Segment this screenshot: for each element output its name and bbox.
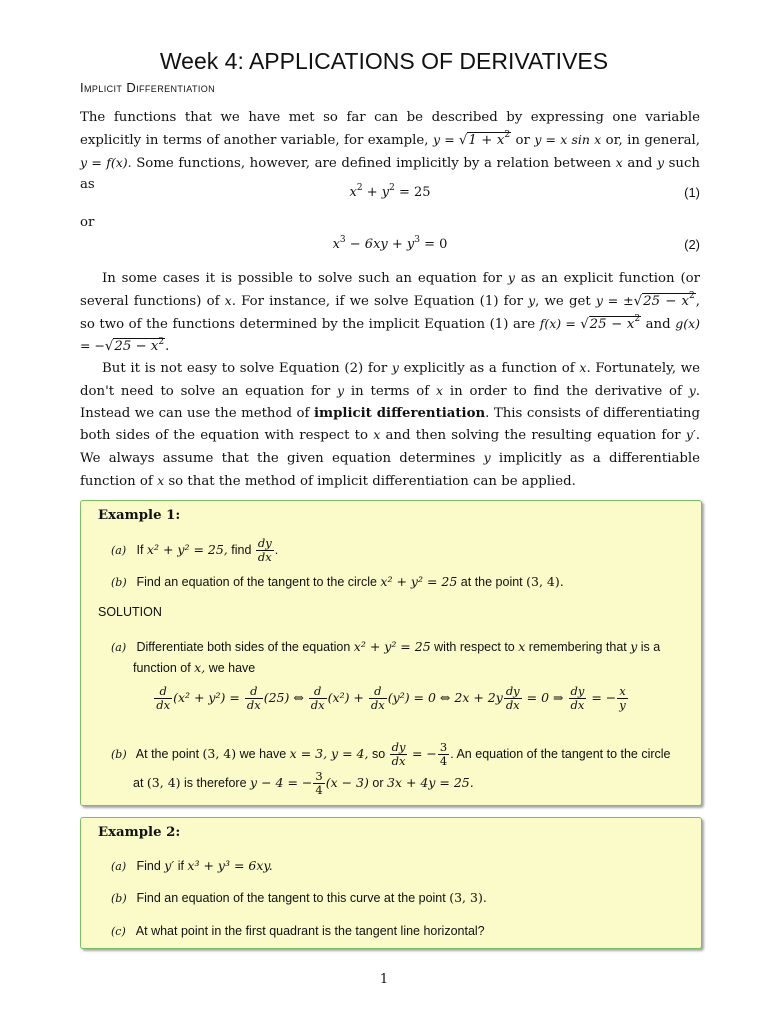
radicand: 1 + x bbox=[468, 132, 505, 148]
math: y bbox=[391, 360, 399, 375]
sqrt-expression: $√1 + x^2$ bbox=[458, 130, 511, 148]
solution-heading: SOLUTION bbox=[98, 605, 162, 619]
sqrt-expression: $√25 - x^2$ bbox=[580, 314, 641, 332]
math: x bbox=[349, 185, 357, 200]
example-1-part-b bbox=[111, 572, 691, 593]
denominator: dx bbox=[257, 550, 272, 564]
text: in terms of bbox=[350, 383, 430, 399]
example-1-part-a bbox=[111, 537, 691, 564]
text: if bbox=[177, 859, 184, 873]
text: or bbox=[515, 132, 530, 148]
text: so bbox=[371, 746, 386, 761]
denominator: dx bbox=[370, 698, 385, 712]
math: x bbox=[373, 427, 381, 443]
text: function of bbox=[133, 661, 191, 675]
text: implicitly as a differentiable function of bbox=[80, 451, 701, 489]
fraction bbox=[313, 770, 324, 797]
example-2-title: Example 2: bbox=[98, 825, 181, 840]
page-title: Week 4: APPLICATIONS OF DERIVATIVES bbox=[159, 48, 609, 74]
denominator: dx bbox=[246, 698, 261, 712]
math: y bbox=[507, 270, 515, 285]
math: = 0 ⇒ bbox=[526, 690, 564, 705]
text: At the point bbox=[135, 746, 200, 761]
text: . We always assume that the given equation determines bbox=[80, 428, 700, 467]
solution-part-a bbox=[111, 637, 691, 678]
math: x² + y² = 25, bbox=[146, 541, 228, 557]
example-2-part-b bbox=[111, 888, 691, 909]
equation-1 bbox=[80, 182, 700, 207]
math: y = ± bbox=[595, 292, 634, 308]
equation-number: (2) bbox=[684, 237, 700, 252]
text: But it is not easy to solve Equation (2) for bbox=[102, 361, 388, 376]
math: f(x) = bbox=[539, 315, 581, 331]
derivation-display bbox=[81, 685, 701, 712]
numerator: d bbox=[154, 685, 172, 699]
example-1-box bbox=[80, 500, 702, 806]
math: x² + y² = 25 bbox=[380, 574, 458, 589]
math: x bbox=[579, 360, 587, 375]
text: . An equation of the tangent to the circle bbox=[450, 746, 671, 761]
text: explicitly as a function of bbox=[403, 361, 575, 376]
text: is a bbox=[640, 640, 661, 654]
math: 3x + 4y = 25. bbox=[386, 774, 474, 790]
math: x, bbox=[194, 660, 206, 675]
page-number: 1 bbox=[379, 972, 389, 987]
equation-2-body: $x^3 - 6xy + y^3 = 0$ bbox=[332, 234, 448, 252]
math: x bbox=[518, 639, 526, 654]
text: as an explicit function (or several functions) of bbox=[80, 271, 700, 309]
text: . Instead we can use the method of bbox=[80, 383, 701, 421]
text: Find bbox=[136, 859, 161, 873]
math: (3, 3). bbox=[449, 890, 487, 905]
numerator: x bbox=[619, 684, 626, 698]
math: (3, 4) bbox=[202, 745, 237, 761]
math: = − bbox=[591, 690, 617, 705]
radicand: 25 − x bbox=[114, 339, 159, 355]
math: (3, 4) bbox=[146, 774, 181, 790]
text: Find an equation of the tangent to the circle bbox=[136, 575, 377, 589]
text: At what point in the first quadrant is the tangent line horizontal? bbox=[135, 924, 485, 938]
paragraph-2 bbox=[80, 267, 700, 358]
equation-1-body: $x^2 + y^2 = 25$ bbox=[349, 182, 431, 200]
equation-2 bbox=[80, 234, 700, 259]
math: x bbox=[436, 382, 444, 398]
numerator: d bbox=[369, 685, 387, 699]
math: (3, 4). bbox=[526, 574, 564, 589]
solution-part-b bbox=[111, 741, 691, 797]
text: Differentiate both sides of the equation bbox=[136, 640, 351, 654]
text: The functions that we have met so far can be described by expressing one variable explicitly in terms of another variable, for example, bbox=[80, 110, 700, 148]
numerator: d bbox=[309, 685, 327, 699]
example-2-box bbox=[80, 817, 702, 949]
text: or, in general, bbox=[605, 132, 700, 148]
part-label: (b) bbox=[111, 892, 127, 905]
equation-number: (1) bbox=[684, 185, 700, 200]
numerator: dy bbox=[257, 536, 272, 550]
radicand: 25 − x bbox=[643, 293, 690, 309]
text: at bbox=[133, 775, 144, 790]
denominator: y bbox=[619, 698, 626, 712]
math: = 25 bbox=[394, 185, 431, 200]
math: y = f(x). bbox=[80, 154, 132, 170]
math: x bbox=[615, 154, 623, 170]
text: in order to find the derivative of bbox=[449, 383, 682, 399]
math: = − bbox=[411, 745, 437, 761]
numerator: dy bbox=[391, 740, 406, 754]
math: x bbox=[224, 292, 232, 308]
fraction bbox=[438, 741, 449, 768]
text: If bbox=[136, 542, 144, 557]
math: y = x sin x bbox=[534, 131, 602, 147]
text: and bbox=[627, 155, 653, 171]
numerator: dy bbox=[570, 684, 585, 698]
text: or bbox=[372, 775, 384, 790]
math: y bbox=[483, 450, 491, 466]
fraction bbox=[504, 685, 522, 712]
text: and bbox=[645, 316, 671, 332]
denominator: dx bbox=[570, 698, 585, 712]
text: with respect to bbox=[434, 640, 515, 654]
fraction bbox=[369, 685, 387, 712]
part-label: (b) bbox=[111, 576, 127, 589]
math: x bbox=[332, 237, 340, 252]
math: x³ + y³ = 6xy. bbox=[187, 858, 273, 873]
part-label: (a) bbox=[111, 641, 127, 654]
math: y bbox=[656, 154, 664, 170]
paragraph-3 bbox=[80, 357, 700, 493]
text: Find an equation of the tangent to this curve at the point bbox=[136, 891, 446, 905]
math: (y²) = 0 ⇔ 2x + 2y bbox=[387, 690, 503, 705]
math: x bbox=[157, 472, 165, 488]
denominator: 4 bbox=[439, 754, 448, 768]
fraction bbox=[154, 685, 172, 712]
text: . bbox=[165, 339, 170, 355]
math: y = bbox=[432, 131, 459, 147]
text: and then solving the resulting equation for bbox=[385, 428, 681, 444]
text: . bbox=[274, 542, 279, 557]
part-label: (a) bbox=[111, 860, 127, 873]
text: . This consists of differentiating both sides of the equation with respect to bbox=[80, 405, 701, 444]
example-2-part-a bbox=[111, 856, 691, 877]
continuation-line bbox=[111, 658, 691, 678]
fraction bbox=[390, 741, 408, 768]
sqrt-expression: $√25 - x^2$ bbox=[633, 291, 695, 309]
denominator: dx bbox=[505, 698, 520, 712]
math: (25) ⇔ bbox=[263, 690, 304, 705]
part-label: (c) bbox=[111, 925, 126, 938]
math: x² + y² = 25 bbox=[353, 639, 431, 654]
text: so that the method of implicit differentiation can be applied. bbox=[168, 473, 576, 489]
math: = 0 bbox=[419, 237, 448, 252]
text: such as bbox=[80, 155, 700, 193]
math: x = 3, y = 4, bbox=[289, 745, 369, 761]
text: , we get bbox=[535, 293, 591, 309]
numerator: 3 bbox=[439, 740, 448, 754]
fraction bbox=[245, 685, 263, 712]
or-word: or bbox=[80, 215, 95, 230]
math: y′ bbox=[685, 427, 696, 443]
math: y bbox=[688, 382, 696, 398]
text: , so two of the functions determined by the implicit Equation (1) are bbox=[80, 293, 700, 332]
math: (x − 3) bbox=[325, 774, 369, 790]
text: . For instance, if we solve Equation (1) for bbox=[231, 293, 523, 309]
denominator: dx bbox=[391, 754, 406, 768]
text: find bbox=[231, 542, 252, 557]
bold-term: implicit differentiation bbox=[313, 405, 486, 421]
denominator: dx bbox=[156, 698, 171, 712]
text: In some cases it is possible to solve such an equation for bbox=[102, 271, 502, 286]
math: y′ bbox=[164, 858, 175, 873]
math: y − 4 = − bbox=[250, 774, 313, 790]
text: . Fortunately, we don't need to solve an equation for bbox=[80, 361, 700, 399]
section-heading: Implicit Differentiation bbox=[80, 80, 216, 95]
text: Some functions, however, are defined implicitly by a relation between bbox=[136, 155, 612, 171]
math: g(x) = − bbox=[80, 315, 701, 354]
text: remembering that bbox=[528, 640, 627, 654]
math: y bbox=[528, 292, 536, 308]
example-2-part-c bbox=[111, 921, 691, 942]
continuation-line bbox=[111, 770, 691, 797]
text: we have bbox=[239, 746, 287, 761]
numerator: d bbox=[245, 685, 263, 699]
denominator: 4 bbox=[315, 783, 323, 797]
math: y bbox=[630, 639, 638, 654]
text: at the point bbox=[460, 575, 523, 589]
text: is therefore bbox=[184, 775, 247, 790]
part-label: (a) bbox=[111, 543, 127, 557]
denominator: dx bbox=[310, 698, 325, 712]
radicand: 25 − x bbox=[589, 316, 635, 332]
sqrt-expression: $√25 - x^2$ bbox=[104, 336, 165, 355]
math: − 6xy + y bbox=[345, 237, 415, 252]
math: (x²) + bbox=[327, 690, 364, 705]
numerator: dy bbox=[505, 684, 520, 698]
fraction bbox=[617, 685, 628, 712]
math: (x² + y²) = bbox=[173, 690, 240, 705]
numerator: 3 bbox=[315, 769, 323, 783]
math: y bbox=[337, 382, 345, 398]
fraction bbox=[569, 685, 587, 712]
part-label: (b) bbox=[111, 747, 127, 761]
example-1-title: Example 1: bbox=[98, 508, 181, 523]
fraction bbox=[309, 685, 327, 712]
math: + y bbox=[362, 185, 390, 200]
text: we have bbox=[208, 661, 256, 675]
fraction bbox=[256, 537, 274, 564]
